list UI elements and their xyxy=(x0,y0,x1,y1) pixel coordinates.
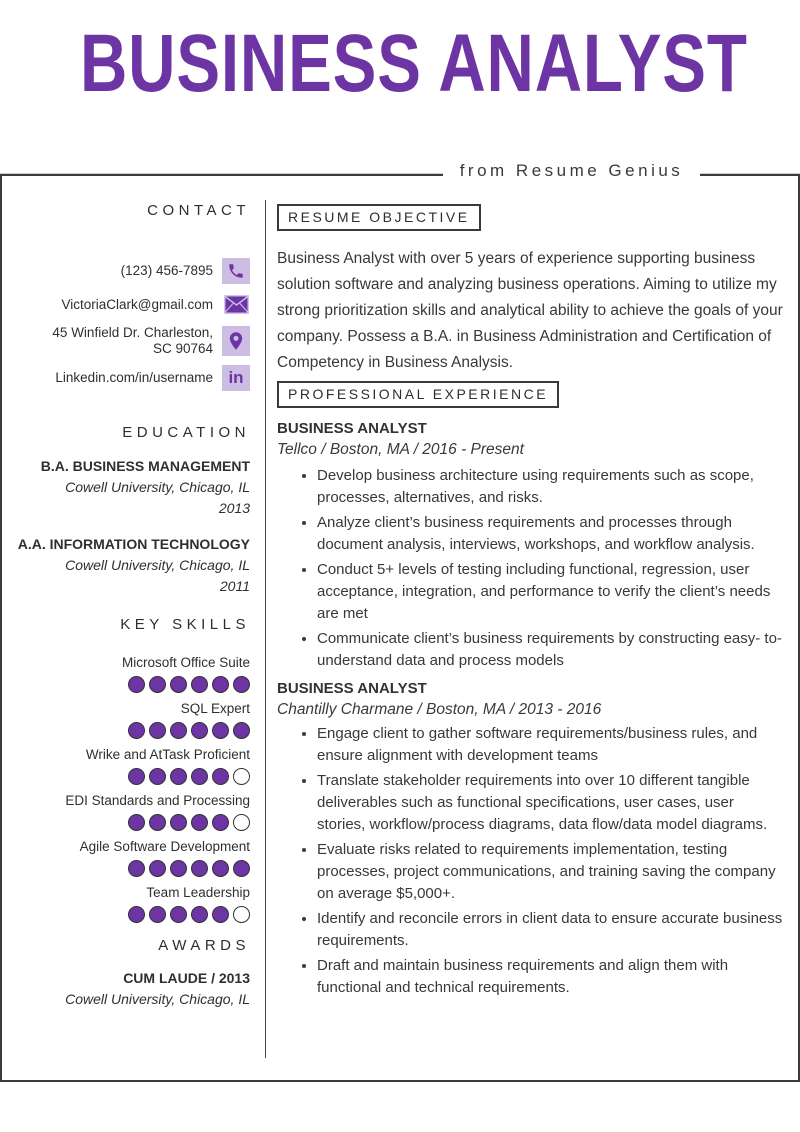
job-bullet-list xyxy=(277,465,785,672)
skill-dot-filled xyxy=(149,722,166,739)
education-entry xyxy=(0,456,250,519)
job-entry xyxy=(277,679,785,999)
skill-dot-filled xyxy=(149,676,166,693)
skill-dot-filled xyxy=(170,906,187,923)
job-title: BUSINESS ANALYST xyxy=(277,680,427,697)
skill-dot-filled xyxy=(128,676,145,693)
skill-rating xyxy=(0,676,250,693)
skill-dot-filled xyxy=(191,860,208,877)
contact-heading: CONTACT xyxy=(147,202,250,219)
skill-dot-filled xyxy=(128,860,145,877)
linkedin-icon: in xyxy=(222,365,250,391)
linkedin-handle: Linkedin.com/in/username xyxy=(55,369,213,385)
award-school: Cowell University, Chicago, IL xyxy=(65,991,250,1007)
skill-rating xyxy=(0,860,250,877)
school: Cowell University, Chicago, IL xyxy=(65,557,250,573)
skill-label: Microsoft Office Suite xyxy=(121,655,250,670)
degree: B.A. BUSINESS MANAGEMENT xyxy=(40,458,250,474)
contact-item-phone xyxy=(0,257,250,284)
job-entry xyxy=(277,419,785,672)
skill-label: Wrike and AtTask Proficient xyxy=(85,747,250,762)
job-title: BUSINESS ANALYST xyxy=(277,420,427,437)
job-meta: Chantilly Charmane / Boston, MA / 2013 - 2016 xyxy=(277,701,602,718)
skill-dot-filled xyxy=(149,814,166,831)
job-bullet-list xyxy=(277,723,785,999)
contact-item-address xyxy=(0,325,250,357)
skill-rating xyxy=(0,722,250,739)
skill-item xyxy=(0,837,250,877)
skill-dot-filled xyxy=(128,814,145,831)
skill-dot-filled xyxy=(170,768,187,785)
skill-rating xyxy=(0,768,250,785)
skill-rating xyxy=(0,814,250,831)
skill-dot-empty xyxy=(233,814,250,831)
skill-item xyxy=(0,745,250,785)
postal-address: 45 Winfield Dr. Charleston, SC 90764 xyxy=(52,325,213,356)
skill-dot-filled xyxy=(191,676,208,693)
job-meta: Tellco / Boston, MA / 2016 - Present xyxy=(277,441,524,458)
professional-experience-heading: PROFESSIONAL EXPERIENCE xyxy=(277,381,559,408)
skill-dot-filled xyxy=(128,722,145,739)
email-address: VictoriaClark@gmail.com xyxy=(61,296,213,312)
contact-item-linkedin xyxy=(0,364,250,391)
contact-list xyxy=(0,257,250,391)
job-bullet: • Translate stakeholder requirements into over 10 different tangible deliverables such as functional specifications, user cases, user stories, workflow/process diagrams, data flow/data model diagrams. xyxy=(317,770,785,836)
skill-label: EDI Standards and Processing xyxy=(65,793,250,808)
phone-number: (123) 456-7895 xyxy=(120,262,213,278)
skill-dot-filled xyxy=(191,722,208,739)
skill-dot-filled xyxy=(149,768,166,785)
job-bullet: • Communicate client’s business requirements by constructing easy- to-understand data and process models xyxy=(317,628,785,672)
awards-heading: AWARDS xyxy=(158,937,250,954)
key-skills-heading: KEY SKILLS xyxy=(120,616,250,633)
skill-dot-filled xyxy=(191,768,208,785)
skill-dot-filled xyxy=(233,676,250,693)
skill-item xyxy=(0,791,250,831)
skill-item xyxy=(0,653,250,693)
skill-dot-filled xyxy=(212,676,229,693)
skill-label: Agile Software Development xyxy=(79,839,250,854)
skill-dot-filled xyxy=(170,860,187,877)
skill-item xyxy=(0,883,250,923)
resume-objective-text: Business Analyst with over 5 years of experience supporting business solution software and analyzing business operations. Aiming to utilize my strong prioritization skills and analytical ability to achieve the goals of your company. Possess a B.A. in Business Administration and Certification of Competency in Business Analysis. xyxy=(277,250,783,371)
graduation-year: 2011 xyxy=(219,578,250,594)
job-bullet: • Identify and reconcile errors in client data to ensure accurate business requirements. xyxy=(317,908,785,952)
education-entry xyxy=(0,534,250,597)
skill-dot-filled xyxy=(233,722,250,739)
location-icon xyxy=(222,326,250,356)
education-heading: EDUCATION xyxy=(122,424,250,441)
skill-dot-filled xyxy=(128,906,145,923)
skill-dot-filled xyxy=(212,814,229,831)
graduation-year: 2013 xyxy=(218,500,250,516)
skill-dot-filled xyxy=(191,814,208,831)
job-bullet: • Conduct 5+ levels of testing including functional, regression, user acceptance, integration, and performance to verify the client’s needs are met xyxy=(317,559,785,625)
sidebar xyxy=(0,202,250,1010)
school: Cowell University, Chicago, IL xyxy=(65,479,250,495)
skill-dot-filled xyxy=(212,722,229,739)
job-bullet: • Engage client to gather software requirements/business rules, and ensure alignment with development teams xyxy=(317,723,785,767)
skills-list xyxy=(0,653,250,923)
skill-rating xyxy=(0,906,250,923)
skill-dot-filled xyxy=(149,860,166,877)
skill-dot-filled xyxy=(233,860,250,877)
skill-dot-filled xyxy=(212,768,229,785)
job-bullet: • Evaluate risks related to requirements implementation, testing processes, project communications, and training saving the company on average $5,000+. xyxy=(317,839,785,905)
page-title: BUSINESS ANALYST xyxy=(80,18,748,109)
skill-item xyxy=(0,699,250,739)
contact-item-email xyxy=(0,291,250,318)
job-bullet: • Draft and maintain business requirements and align them with functional and technical requirements. xyxy=(317,955,785,999)
brand-tagline: from Resume Genius xyxy=(459,161,684,180)
phone-icon xyxy=(222,258,250,284)
skill-label: SQL Expert xyxy=(180,701,250,716)
skill-dot-empty xyxy=(233,768,250,785)
skill-dot-filled xyxy=(212,860,229,877)
skill-dot-filled xyxy=(128,768,145,785)
skill-dot-filled xyxy=(170,676,187,693)
job-bullet: • Analyze client’s business requirements and processes through document analysis, interviews, workshops, and workflow analysis. xyxy=(317,512,785,556)
skill-dot-filled xyxy=(191,906,208,923)
skill-dot-empty xyxy=(233,906,250,923)
degree: A.A. INFORMATION TECHNOLOGY xyxy=(17,536,250,552)
mail-icon xyxy=(222,292,250,318)
skill-label: Team Leadership xyxy=(146,885,250,900)
skill-dot-filled xyxy=(212,906,229,923)
skill-dot-filled xyxy=(170,722,187,739)
award-title: CUM LAUDE / 2013 xyxy=(123,970,250,986)
job-bullet: • Develop business architecture using requirements such as scope, processes, alternatives, and risks. xyxy=(317,465,785,509)
skill-dot-filled xyxy=(170,814,187,831)
skill-dot-filled xyxy=(149,906,166,923)
column-divider xyxy=(265,200,266,1058)
resume-objective-heading: RESUME OBJECTIVE xyxy=(277,204,481,231)
main-content xyxy=(277,204,785,1002)
